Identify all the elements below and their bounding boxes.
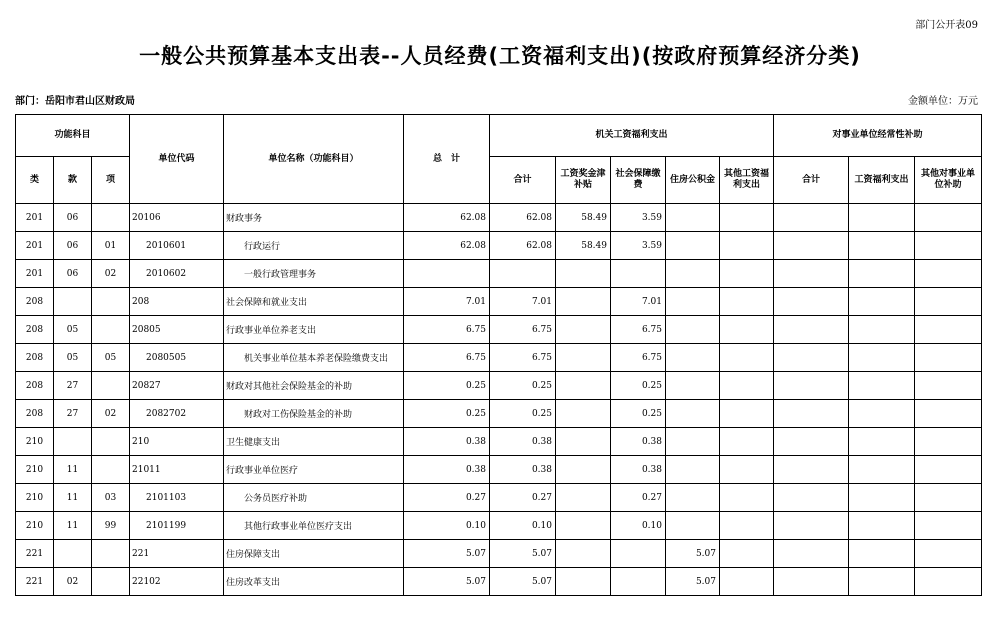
gov-subtotal-cell: 62.08 (490, 204, 556, 232)
gov-social-cell: 0.38 (611, 428, 666, 456)
gov-social-cell: 6.75 (611, 344, 666, 372)
gov-housing-cell: 5.07 (666, 540, 720, 568)
gov-subtotal-cell: 5.07 (490, 568, 556, 596)
total-cell: 6.75 (404, 344, 490, 372)
table-row (16, 232, 982, 260)
inst-subtotal-cell (774, 512, 849, 540)
lei-cell: 208 (16, 288, 54, 316)
unit-name-cell: 财政对工伤保险基金的补助 (224, 400, 404, 428)
inst-other-cell (915, 288, 982, 316)
gov-bonus-cell (556, 344, 611, 372)
gov-subtotal-cell (490, 260, 556, 288)
total-cell: 0.38 (404, 428, 490, 456)
lei-cell: 221 (16, 568, 54, 596)
kuan-cell: 06 (54, 232, 92, 260)
unit-code-cell: 21011 (130, 456, 224, 484)
unit-code-cell: 22102 (130, 568, 224, 596)
unit-name-cell: 行政事业单位养老支出 (224, 316, 404, 344)
unit-name-cell: 财政事务 (224, 204, 404, 232)
kuan-cell: 05 (54, 344, 92, 372)
table-row (16, 316, 982, 344)
gov-social-cell: 0.25 (611, 400, 666, 428)
total-cell: 0.27 (404, 484, 490, 512)
gov-other-cell (720, 512, 774, 540)
inst-wage-cell (849, 288, 915, 316)
lei-cell: 210 (16, 456, 54, 484)
budget-table (15, 114, 982, 596)
gov-subtotal-cell: 0.25 (490, 372, 556, 400)
gov-bonus-cell (556, 400, 611, 428)
unit-name-cell: 社会保障和就业支出 (224, 288, 404, 316)
lei-cell: 201 (16, 232, 54, 260)
lei-cell: 208 (16, 344, 54, 372)
gov-subtotal-cell: 0.27 (490, 484, 556, 512)
table-row (16, 512, 982, 540)
gov-housing-cell (666, 512, 720, 540)
unit-name-cell: 行政运行 (224, 232, 404, 260)
gov-subtotal-cell: 6.75 (490, 344, 556, 372)
inst-other-cell (915, 344, 982, 372)
unit-name-cell: 一般行政管理事务 (224, 260, 404, 288)
unit-code-cell: 208 (130, 288, 224, 316)
gov-bonus-cell (556, 428, 611, 456)
inst-other-cell (915, 484, 982, 512)
gov-subtotal-cell: 7.01 (490, 288, 556, 316)
unit-code-cell: 2010601 (130, 232, 224, 260)
unit-code-cell: 210 (130, 428, 224, 456)
inst-subtotal-cell (774, 260, 849, 288)
xiang-cell (92, 428, 130, 456)
kuan-cell: 11 (54, 512, 92, 540)
total-cell: 0.25 (404, 372, 490, 400)
total-cell: 0.38 (404, 456, 490, 484)
inst-wage-cell (849, 344, 915, 372)
kuan-cell: 11 (54, 456, 92, 484)
gov-other-cell (720, 568, 774, 596)
total-cell: 5.07 (404, 568, 490, 596)
total-cell (404, 260, 490, 288)
kuan-cell: 27 (54, 400, 92, 428)
kuan-cell (54, 288, 92, 316)
inst-other-cell (915, 428, 982, 456)
inst-subtotal-cell (774, 456, 849, 484)
gov-bonus-cell: 58.49 (556, 232, 611, 260)
gov-bonus-cell (556, 372, 611, 400)
xiang-cell (92, 540, 130, 568)
inst-other-cell (915, 204, 982, 232)
gov-welfare-group-header: 机关工资福利支出 (490, 115, 774, 157)
inst-subtotal-cell (774, 568, 849, 596)
kuan-cell: 05 (54, 316, 92, 344)
inst-subsidy-group-header: 对事业单位经常性补助 (774, 115, 982, 157)
inst-other-header: 其他对事业单位补助 (915, 157, 982, 204)
inst-subtotal-cell (774, 288, 849, 316)
table-row (16, 456, 982, 484)
lei-cell: 208 (16, 400, 54, 428)
xiang-cell: 01 (92, 232, 130, 260)
gov-social-cell: 0.27 (611, 484, 666, 512)
unit-code-header: 单位代码 (130, 115, 224, 204)
gov-subtotal-cell: 0.25 (490, 400, 556, 428)
gov-bonus-cell: 58.49 (556, 204, 611, 232)
xiang-cell (92, 316, 130, 344)
inst-other-cell (915, 512, 982, 540)
gov-other-cell (720, 260, 774, 288)
gov-bonus-cell (556, 288, 611, 316)
inst-wage-cell (849, 428, 915, 456)
table-row (16, 484, 982, 512)
inst-subtotal-cell (774, 204, 849, 232)
xiang-cell: 99 (92, 512, 130, 540)
inst-wage-cell (849, 512, 915, 540)
table-row (16, 260, 982, 288)
inst-subtotal-cell (774, 372, 849, 400)
inst-subtotal-cell (774, 484, 849, 512)
lei-cell: 210 (16, 512, 54, 540)
gov-social-cell (611, 568, 666, 596)
total-header: 总 计 (404, 115, 490, 204)
gov-housing-cell (666, 428, 720, 456)
inst-subtotal-cell (774, 400, 849, 428)
gov-housing-cell (666, 288, 720, 316)
amount-unit-label: 金额单位：万元 (908, 96, 978, 107)
gov-other-cell (720, 400, 774, 428)
xiang-cell (92, 204, 130, 232)
inst-wage-header: 工资福利支出 (849, 157, 915, 204)
inst-subtotal-cell (774, 540, 849, 568)
unit-code-cell: 2082702 (130, 400, 224, 428)
gov-housing-cell (666, 372, 720, 400)
unit-code-cell: 20106 (130, 204, 224, 232)
gov-subtotal-cell: 0.38 (490, 456, 556, 484)
table-row (16, 344, 982, 372)
inst-other-cell (915, 316, 982, 344)
gov-other-cell (720, 484, 774, 512)
inst-subtotal-cell (774, 428, 849, 456)
unit-code-cell: 2080505 (130, 344, 224, 372)
lei-cell: 208 (16, 316, 54, 344)
kuan-cell: 06 (54, 204, 92, 232)
gov-other-cell (720, 372, 774, 400)
gov-other-cell (720, 204, 774, 232)
form-number: 部门公开表09 (915, 20, 978, 31)
total-cell: 7.01 (404, 288, 490, 316)
department-label: 部门：岳阳市君山区财政局 (15, 96, 135, 107)
gov-bonus-header: 工资奖金津补贴 (556, 157, 611, 204)
gov-housing-cell (666, 456, 720, 484)
lei-cell: 210 (16, 428, 54, 456)
inst-wage-cell (849, 540, 915, 568)
gov-other-cell (720, 288, 774, 316)
unit-name-cell: 卫生健康支出 (224, 428, 404, 456)
gov-social-cell: 0.10 (611, 512, 666, 540)
gov-other-cell (720, 232, 774, 260)
xiang-cell: 02 (92, 400, 130, 428)
table-row (16, 400, 982, 428)
gov-housing-cell: 5.07 (666, 568, 720, 596)
gov-housing-cell (666, 204, 720, 232)
inst-subtotal-header: 合计 (774, 157, 849, 204)
gov-subtotal-cell: 0.10 (490, 512, 556, 540)
gov-bonus-cell (556, 316, 611, 344)
total-cell: 62.08 (404, 204, 490, 232)
total-cell: 62.08 (404, 232, 490, 260)
table-row (16, 372, 982, 400)
inst-wage-cell (849, 260, 915, 288)
kuan-header: 款 (54, 157, 92, 204)
kuan-cell: 06 (54, 260, 92, 288)
table-row (16, 568, 982, 596)
table-body (16, 204, 982, 596)
gov-bonus-cell (556, 484, 611, 512)
gov-social-cell: 3.59 (611, 232, 666, 260)
xiang-cell (92, 288, 130, 316)
kuan-cell (54, 540, 92, 568)
unit-name-cell: 公务员医疗补助 (224, 484, 404, 512)
inst-wage-cell (849, 400, 915, 428)
gov-housing-cell (666, 232, 720, 260)
xiang-cell (92, 456, 130, 484)
gov-social-cell: 0.38 (611, 456, 666, 484)
inst-wage-cell (849, 372, 915, 400)
gov-bonus-cell (556, 456, 611, 484)
gov-social-cell: 6.75 (611, 316, 666, 344)
inst-wage-cell (849, 204, 915, 232)
inst-other-cell (915, 232, 982, 260)
total-cell: 0.25 (404, 400, 490, 428)
unit-code-cell: 2101103 (130, 484, 224, 512)
unit-name-cell: 住房改革支出 (224, 568, 404, 596)
unit-code-cell: 2101199 (130, 512, 224, 540)
unit-code-cell: 20827 (130, 372, 224, 400)
lei-cell: 210 (16, 484, 54, 512)
gov-other-cell (720, 456, 774, 484)
table-row (16, 204, 982, 232)
inst-subtotal-cell (774, 344, 849, 372)
page-title: 一般公共预算基本支出表--人员经费(工资福利支出)(按政府预算经济分类) (139, 44, 861, 68)
gov-social-cell: 3.59 (611, 204, 666, 232)
gov-housing-cell (666, 344, 720, 372)
gov-social-cell (611, 260, 666, 288)
lei-cell: 201 (16, 204, 54, 232)
total-cell: 6.75 (404, 316, 490, 344)
lei-header: 类 (16, 157, 54, 204)
gov-other-cell (720, 540, 774, 568)
inst-other-cell (915, 400, 982, 428)
gov-bonus-cell (556, 260, 611, 288)
unit-code-cell: 2010602 (130, 260, 224, 288)
kuan-cell (54, 428, 92, 456)
inst-wage-cell (849, 232, 915, 260)
gov-housing-cell (666, 484, 720, 512)
gov-other-cell (720, 344, 774, 372)
kuan-cell: 02 (54, 568, 92, 596)
unit-name-header: 单位名称（功能科目） (224, 115, 404, 204)
gov-subtotal-header: 合计 (490, 157, 556, 204)
unit-code-cell: 20805 (130, 316, 224, 344)
func-subject-header: 功能科目 (16, 115, 130, 157)
gov-subtotal-cell: 5.07 (490, 540, 556, 568)
gov-housing-header: 住房公积金 (666, 157, 720, 204)
xiang-cell: 05 (92, 344, 130, 372)
inst-other-cell (915, 540, 982, 568)
inst-other-cell (915, 372, 982, 400)
table-header (16, 115, 982, 204)
unit-name-cell: 机关事业单位基本养老保险缴费支出 (224, 344, 404, 372)
gov-subtotal-cell: 0.38 (490, 428, 556, 456)
gov-housing-cell (666, 316, 720, 344)
unit-name-cell: 财政对其他社会保险基金的补助 (224, 372, 404, 400)
inst-subtotal-cell (774, 232, 849, 260)
gov-subtotal-cell: 6.75 (490, 316, 556, 344)
inst-wage-cell (849, 456, 915, 484)
xiang-header: 项 (92, 157, 130, 204)
table-row (16, 540, 982, 568)
xiang-cell (92, 568, 130, 596)
lei-cell: 201 (16, 260, 54, 288)
gov-bonus-cell (556, 568, 611, 596)
inst-other-cell (915, 260, 982, 288)
gov-other-header: 其他工资福利支出 (720, 157, 774, 204)
table-row (16, 428, 982, 456)
gov-other-cell (720, 316, 774, 344)
gov-social-cell: 0.25 (611, 372, 666, 400)
kuan-cell: 11 (54, 484, 92, 512)
gov-bonus-cell (556, 512, 611, 540)
xiang-cell: 03 (92, 484, 130, 512)
gov-bonus-cell (556, 540, 611, 568)
gov-housing-cell (666, 400, 720, 428)
gov-social-cell: 7.01 (611, 288, 666, 316)
lei-cell: 221 (16, 540, 54, 568)
gov-social-header: 社会保障缴费 (611, 157, 666, 204)
gov-other-cell (720, 428, 774, 456)
unit-name-cell: 住房保障支出 (224, 540, 404, 568)
gov-social-cell (611, 540, 666, 568)
total-cell: 0.10 (404, 512, 490, 540)
unit-name-cell: 行政事业单位医疗 (224, 456, 404, 484)
xiang-cell (92, 372, 130, 400)
unit-name-cell: 其他行政事业单位医疗支出 (224, 512, 404, 540)
total-cell: 5.07 (404, 540, 490, 568)
xiang-cell: 02 (92, 260, 130, 288)
unit-code-cell: 221 (130, 540, 224, 568)
inst-wage-cell (849, 484, 915, 512)
inst-other-cell (915, 456, 982, 484)
inst-wage-cell (849, 316, 915, 344)
table-row (16, 288, 982, 316)
gov-housing-cell (666, 260, 720, 288)
kuan-cell: 27 (54, 372, 92, 400)
inst-wage-cell (849, 568, 915, 596)
inst-other-cell (915, 568, 982, 596)
lei-cell: 208 (16, 372, 54, 400)
inst-subtotal-cell (774, 316, 849, 344)
gov-subtotal-cell: 62.08 (490, 232, 556, 260)
